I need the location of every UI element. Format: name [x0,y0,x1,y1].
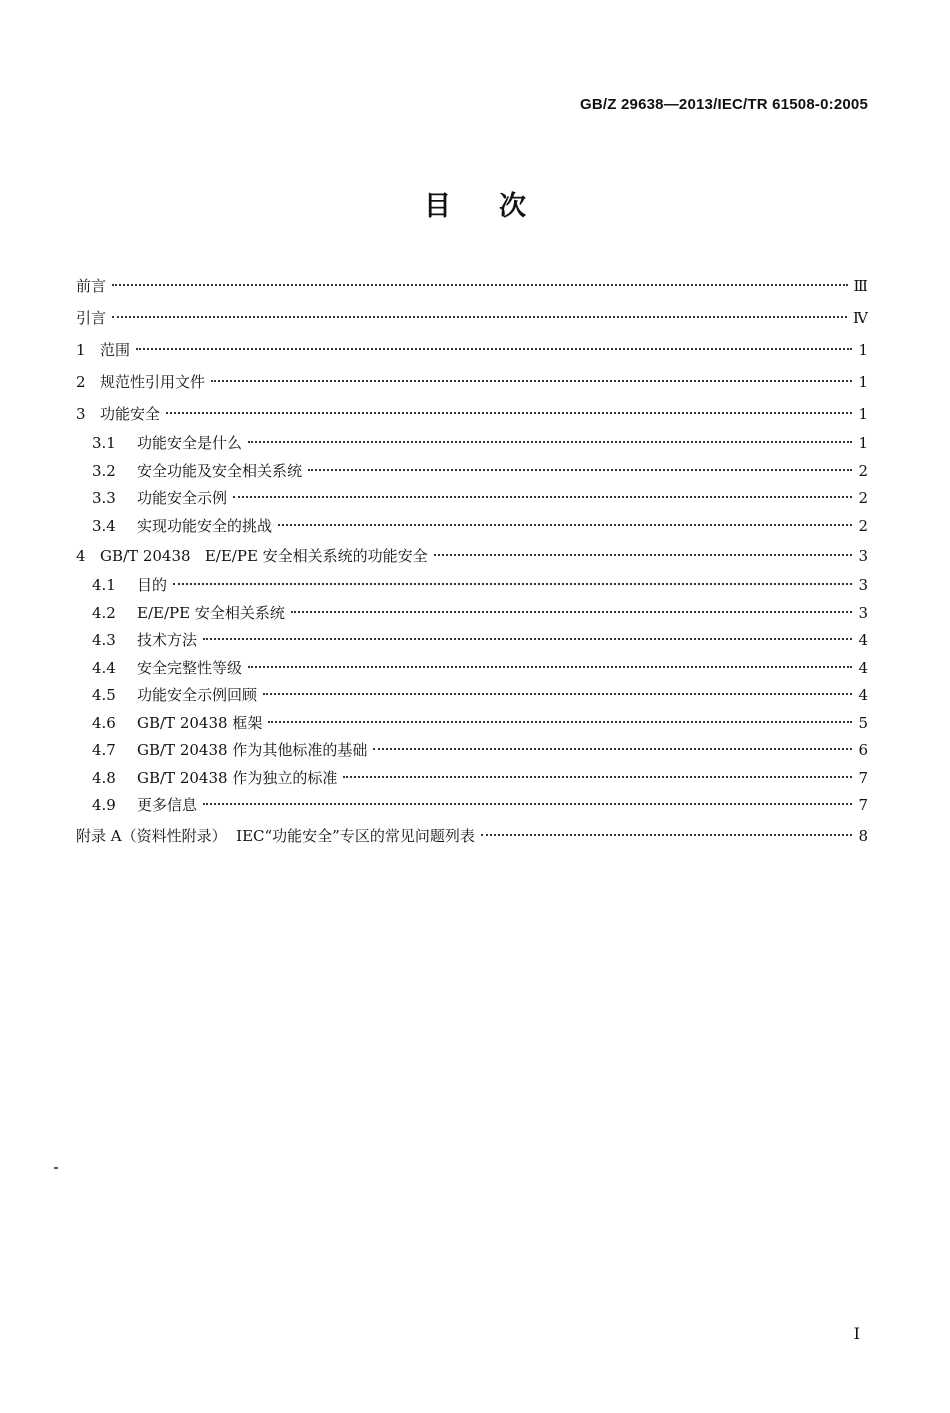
toc-entry-number: 1 [76,341,86,359]
toc-dot-leader [373,748,852,750]
toc-dot-leader [263,693,852,695]
table-of-contents [76,270,868,852]
toc-dot-leader [248,441,852,443]
toc-entry-page: 1 [858,373,868,391]
toc-entry-page: 3 [858,603,868,622]
toc-entry-number: 4.9 [92,796,116,814]
toc-entry-page: 3 [858,547,868,565]
toc-entry[interactable] [76,270,868,302]
toc-entry-number: 4.7 [92,741,116,759]
toc-entry-title: 引言 [76,309,107,327]
toc-entry-page: 4 [858,631,868,649]
toc-entry-page: 1 [858,341,868,359]
toc-entry[interactable] [76,792,868,820]
toc-entry-page: 2 [858,489,868,507]
toc-entry-title: 规范性引用文件 [100,373,206,391]
toc-entry[interactable] [76,302,868,334]
toc-entry-page: 7 [858,796,868,814]
toc-dot-leader [166,412,852,414]
toc-dot-leader [481,834,852,836]
toc-entry-page: 4 [858,658,868,677]
toc-entry[interactable] [76,765,868,793]
toc-entry[interactable] [76,485,868,513]
toc-entry-title: 功能安全示例 [137,489,228,507]
toc-entry-title: 更多信息 [137,796,198,814]
toc-entry-page: 5 [858,713,868,732]
toc-dot-leader [343,776,852,778]
toc-dot-leader [211,380,852,382]
toc-entry[interactable] [76,430,868,458]
toc-dot-leader [203,803,852,805]
toc-entry[interactable] [76,627,868,655]
toc-entry-title: 范围 [100,341,131,359]
toc-entry-number: 3.4 [92,516,116,535]
toc-entry-title: 前言 [76,277,107,295]
document-id: GB/Z 29638—2013/IEC/TR 61508-0:2005 [580,96,868,113]
toc-entry[interactable] [76,572,868,600]
toc-entry-title: GB/T 20438 作为独立的标准 [137,768,338,787]
toc-entry-page: 4 [858,686,868,704]
toc-entry-title: 安全功能及安全相关系统 [137,461,303,480]
toc-entry-title: 功能安全 [100,405,161,423]
toc-entry-number: 4 [76,547,86,565]
toc-entry[interactable] [76,710,868,738]
toc-entry-number: 4.4 [92,658,116,677]
toc-dot-leader [112,316,847,318]
toc-entry-title: 实现功能安全的挑战 [137,516,273,535]
toc-entry-title: 目的 [137,576,168,594]
toc-dot-leader [308,469,852,471]
toc-dot-leader [136,348,852,350]
toc-entry[interactable] [76,334,868,366]
toc-dot-leader [291,611,852,613]
toc-entry-title: 功能安全是什么 [137,434,243,452]
toc-entry[interactable] [76,458,868,486]
toc-entry[interactable] [76,398,868,430]
toc-entry-number: 3.3 [92,489,116,507]
toc-entry-page: 7 [858,768,868,787]
page-number: I [853,1324,860,1343]
toc-entry-number: 4.2 [92,603,116,622]
toc-entry-title: GB/T 20438 作为其他标准的基础 [137,741,368,759]
toc-entry-number: 4.1 [92,576,116,594]
toc-entry-page: 1 [858,434,868,452]
toc-entry[interactable] [76,682,868,710]
toc-entry[interactable] [76,513,868,541]
toc-dot-leader [173,583,852,585]
toc-entry-title: 技术方法 [137,631,198,649]
toc-entry-number: 3 [76,405,86,423]
toc-entry-page: 2 [858,461,868,480]
toc-entry-number: 4.5 [92,686,116,704]
toc-dot-leader [233,496,852,498]
toc-entry-page: Ⅲ [853,277,868,295]
toc-entry-page: 6 [858,741,868,759]
toc-dot-leader [112,284,848,286]
toc-entry-page: 1 [858,405,868,423]
toc-entry[interactable] [76,366,868,398]
scan-speck [54,1167,58,1169]
toc-entry[interactable] [76,820,868,852]
toc-entry-page: 3 [858,576,868,594]
toc-entry-number: 4.6 [92,713,116,732]
toc-entry-title: GB/T 20438 框架 [137,713,263,732]
toc-entry[interactable] [76,655,868,683]
toc-entry-number: 4.3 [92,631,116,649]
toc-entry-title: 安全完整性等级 [137,658,243,677]
toc-entry-page: 8 [858,826,868,845]
toc-entry-number: 3.1 [92,434,116,452]
toc-entry-title: 附录 A（资料性附录） IEC“功能安全”专区的常见问题列表 [76,826,475,845]
toc-dot-leader [434,554,852,556]
toc-entry[interactable] [76,737,868,765]
toc-entry-number: 3.2 [92,461,116,480]
toc-dot-leader [248,666,852,668]
toc-entry-title: 功能安全示例回顾 [137,686,258,704]
toc-entry-page: Ⅳ [853,309,868,327]
toc-entry-title: GB/T 20438 E/E/PE 安全相关系统的功能安全 [100,547,428,565]
toc-entry-page: 2 [858,516,868,535]
toc-entry[interactable] [76,600,868,628]
toc-entry-title: E/E/PE 安全相关系统 [137,603,285,622]
toc-dot-leader [268,721,852,723]
page-title: 目次 [424,191,574,222]
toc-entry-number: 2 [76,373,86,391]
toc-entry-number: 4.8 [92,768,116,787]
toc-entry[interactable] [76,540,868,572]
toc-dot-leader [203,638,852,640]
toc-dot-leader [278,524,852,526]
